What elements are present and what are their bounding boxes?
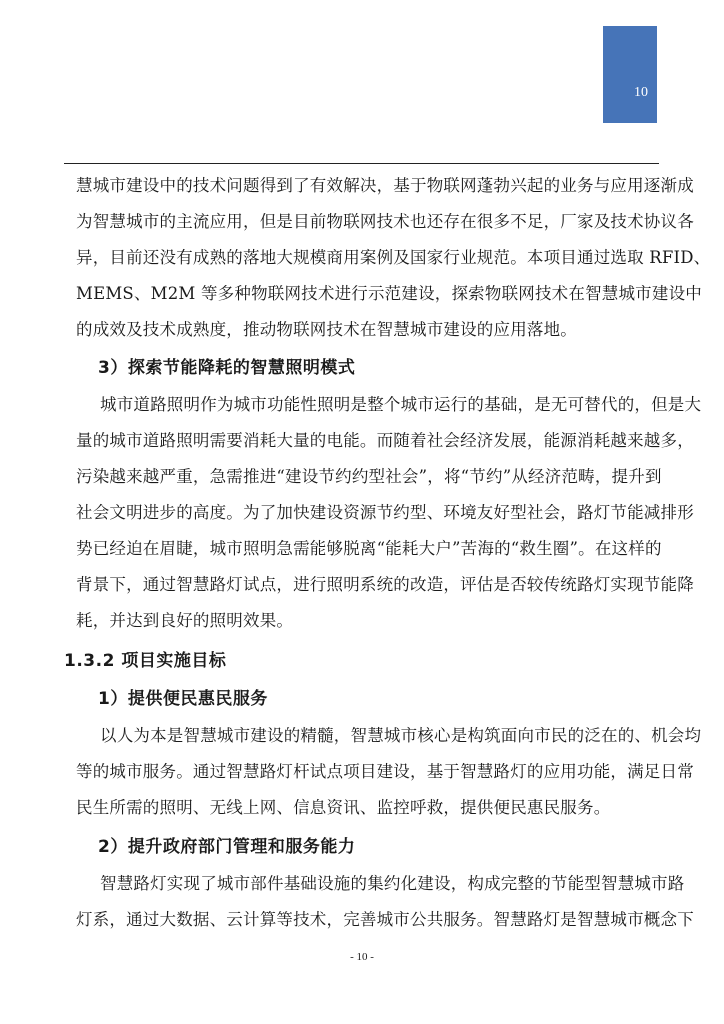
paragraph-line: 污染越来越严重，急需推进“建设节约约型社会”，将“节约”从经济范畴，提升到 — [76, 467, 662, 486]
paragraph-line: 异，目前还没有成熟的落地大规模商用案例及国家行业规范。本项目通过选取 RFID、 — [76, 248, 711, 267]
paragraph-line: 社会文明进步的高度。为了加快建设资源节约型、环境友好型社会，路灯节能减排形 — [76, 503, 694, 522]
paragraph-line: MEMS、M2M 等多种物联网技术进行示范建设，探索物联网技术在智慧城市建设中 — [76, 284, 702, 303]
subheading-energy-lighting: 3）探索节能降耗的智慧照明模式 — [98, 358, 356, 378]
subheading-government-capacity: 2）提升政府部门管理和服务能力 — [98, 837, 356, 857]
paragraph-line: 量的城市道路照明需要消耗大量的电能。而随着社会经济发展，能源消耗越来越多， — [76, 431, 694, 450]
page-number-tab — [603, 26, 657, 123]
paragraph-line: 城市道路照明作为城市功能性照明是整个城市运行的基础，是无可替代的，但是大 — [100, 395, 702, 414]
paragraph-line: 以人为本是智慧城市建设的精髓，智慧城市核心是构筑面向市民的泛在的、机会均 — [100, 726, 702, 745]
paragraph-line: 为智慧城市的主流应用，但是目前物联网技术也还存在很多不足，厂家及技术协议各 — [76, 212, 694, 231]
section-heading: 1.3.2 项目实施目标 — [64, 651, 227, 671]
paragraph-line: 耗，并达到良好的照明效果。 — [76, 611, 294, 630]
paragraph-line: 灯系，通过大数据、云计算等技术，完善城市公共服务。智慧路灯是智慧城市概念下 — [76, 910, 694, 929]
subheading-public-service: 1）提供便民惠民服务 — [98, 689, 268, 709]
paragraph-line: 势已经迫在眉睫，城市照明急需能够脱离“能耗大户”苦海的“救生圈”。在这样的 — [76, 539, 662, 558]
paragraph-line: 等的城市服务。通过智慧路灯杆试点项目建设，基于智慧路灯的应用功能，满足日常 — [76, 762, 694, 781]
paragraph-line: 的成效及技术成熟度，推动物联网技术在智慧城市建设的应用落地。 — [76, 320, 577, 339]
paragraph-line: 智慧路灯实现了城市部件基础设施的集约化建设，构成完整的节能型智慧城市路 — [100, 874, 685, 893]
paragraph-line: 慧城市建设中的技术问题得到了有效解决，基于物联网蓬勃兴起的业务与应用逐渐成 — [76, 176, 694, 195]
paragraph-line: 民生所需的照明、无线上网、信息资讯、监控呼救，提供便民惠民服务。 — [76, 798, 611, 817]
paragraph-line: 背景下，通过智慧路灯试点，进行照明系统的改造，评估是否较传统路灯实现节能降 — [76, 575, 694, 594]
header-page-number: 10 — [634, 85, 648, 100]
header-rule — [64, 163, 659, 164]
footer-page-label: - 10 - — [350, 951, 374, 963]
